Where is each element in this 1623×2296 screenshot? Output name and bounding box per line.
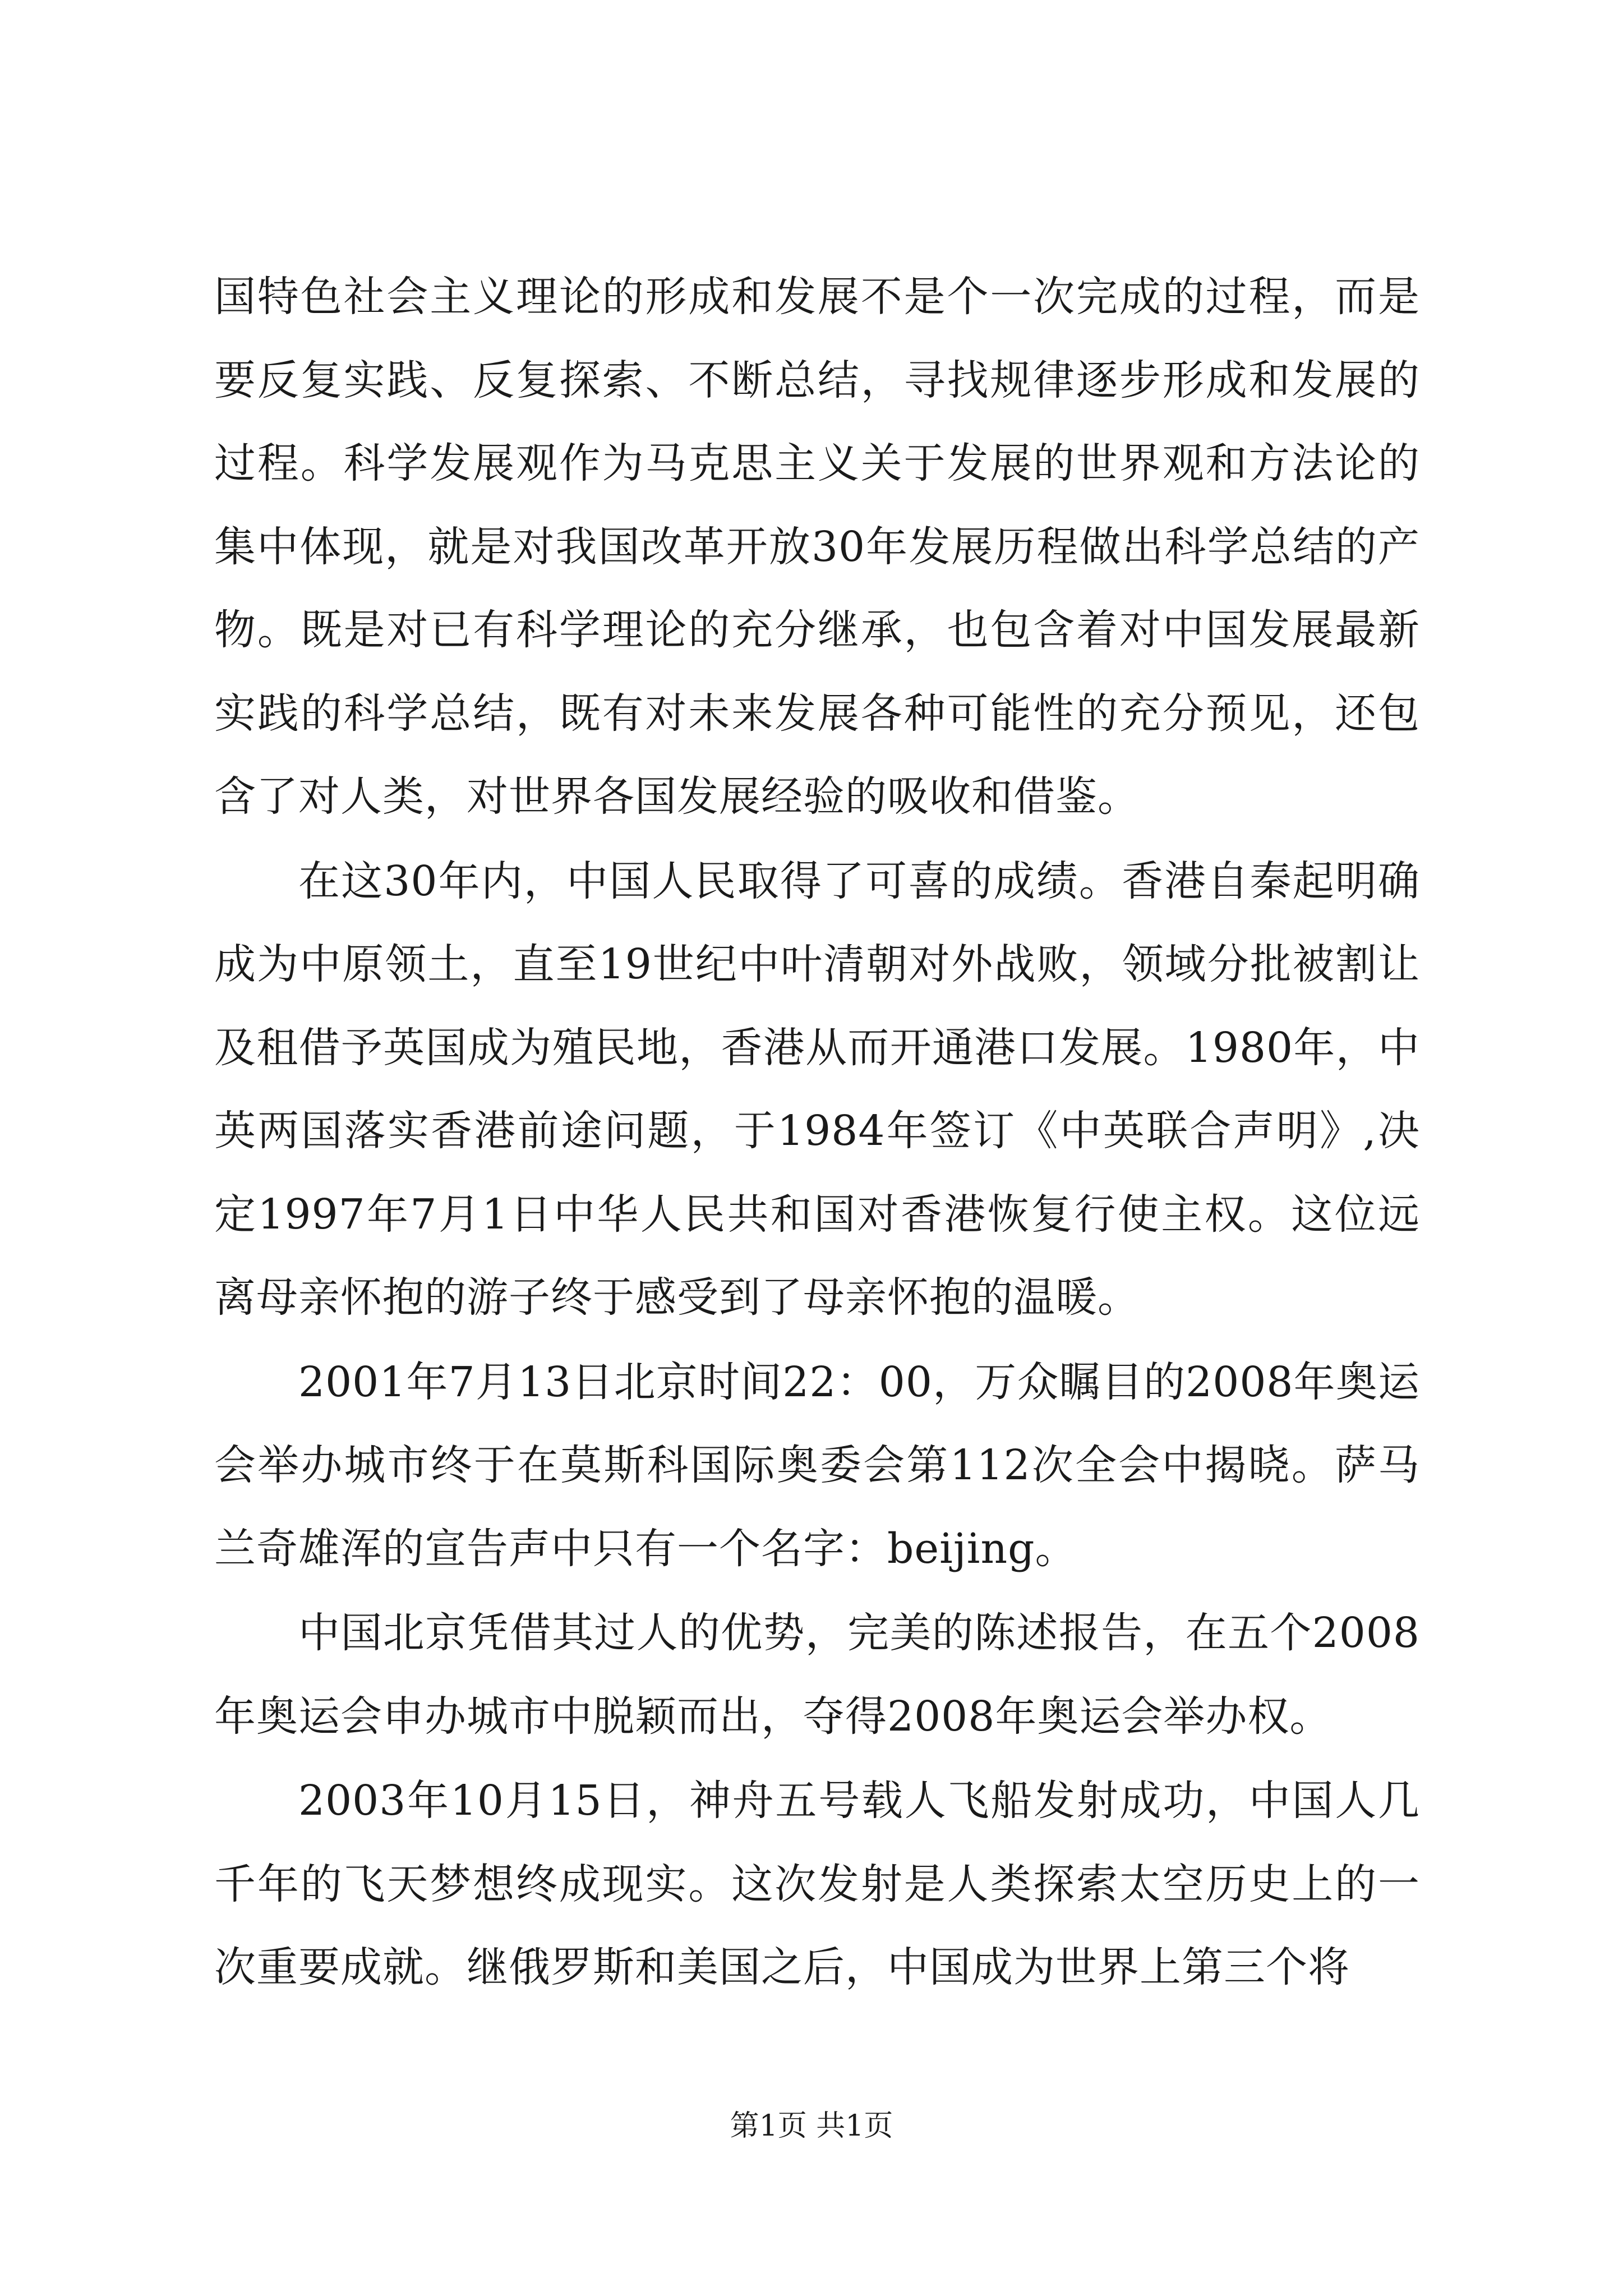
paragraph-olympic-bid: 中国北京凭借其过人的优势，完美的陈述报告，在五个2008年奥运会申办城市中脱颖而出，夺得2008年奥运会举办权。 — [214, 1609, 1420, 1741]
page-footer: 第1页 共1页 — [730, 2109, 893, 2143]
paragraph-hong-kong: 在这30年内，中国人民取得了可喜的成绩。香港自秦起明确成为中原领土，直至19世纪中叶清朝对外战败，领域分批被割让及租借予英国成为殖民地，香港从而开通港口发展。1980年，中英两国落实香港前途问题，于1984年签订《中英联合声明》,决定1997年7月1日中华人民共和国对香港恢复行使主权。这位远离母亲怀抱的游子终于感受到了母亲怀抱的温暖。 — [214, 857, 1420, 1322]
document-body — [214, 255, 1420, 2009]
paragraph-continuation: 国特色社会主义理论的形成和发展不是个一次完成的过程，而是要反复实践、反复探索、不断总结，寻找规律逐步形成和发展的过程。科学发展观作为马克思主义关于发展的世界观和方法论的集中体现，就是对我国改革开放30年发展历程做出科学总结的产物。既是对已有科学理论的充分继承，也包含着对中国发展最新实践的科学总结，既有对未来发展各种可能性的充分预见，还包含了对人类，对世界各国发展经验的吸收和借鉴。 — [214, 273, 1420, 821]
paragraph-shenzhou: 2003年10月15日，神舟五号载人飞船发射成功，中国人几千年的飞天梦想终成现实。这次发射是人类探索太空历史上的一次重要成就。继俄罗斯和美国之后，中国成为世界上第三个将 — [214, 1777, 1420, 1991]
paragraph-olympic-announcement: 2001年7月13日北京时间22：00，万众瞩目的2008年奥运会举办城市终于在莫斯科国际奥委会第112次全会中揭晓。萨马兰奇雄浑的宣告声中只有一个名字：beijing。 — [214, 1358, 1420, 1573]
